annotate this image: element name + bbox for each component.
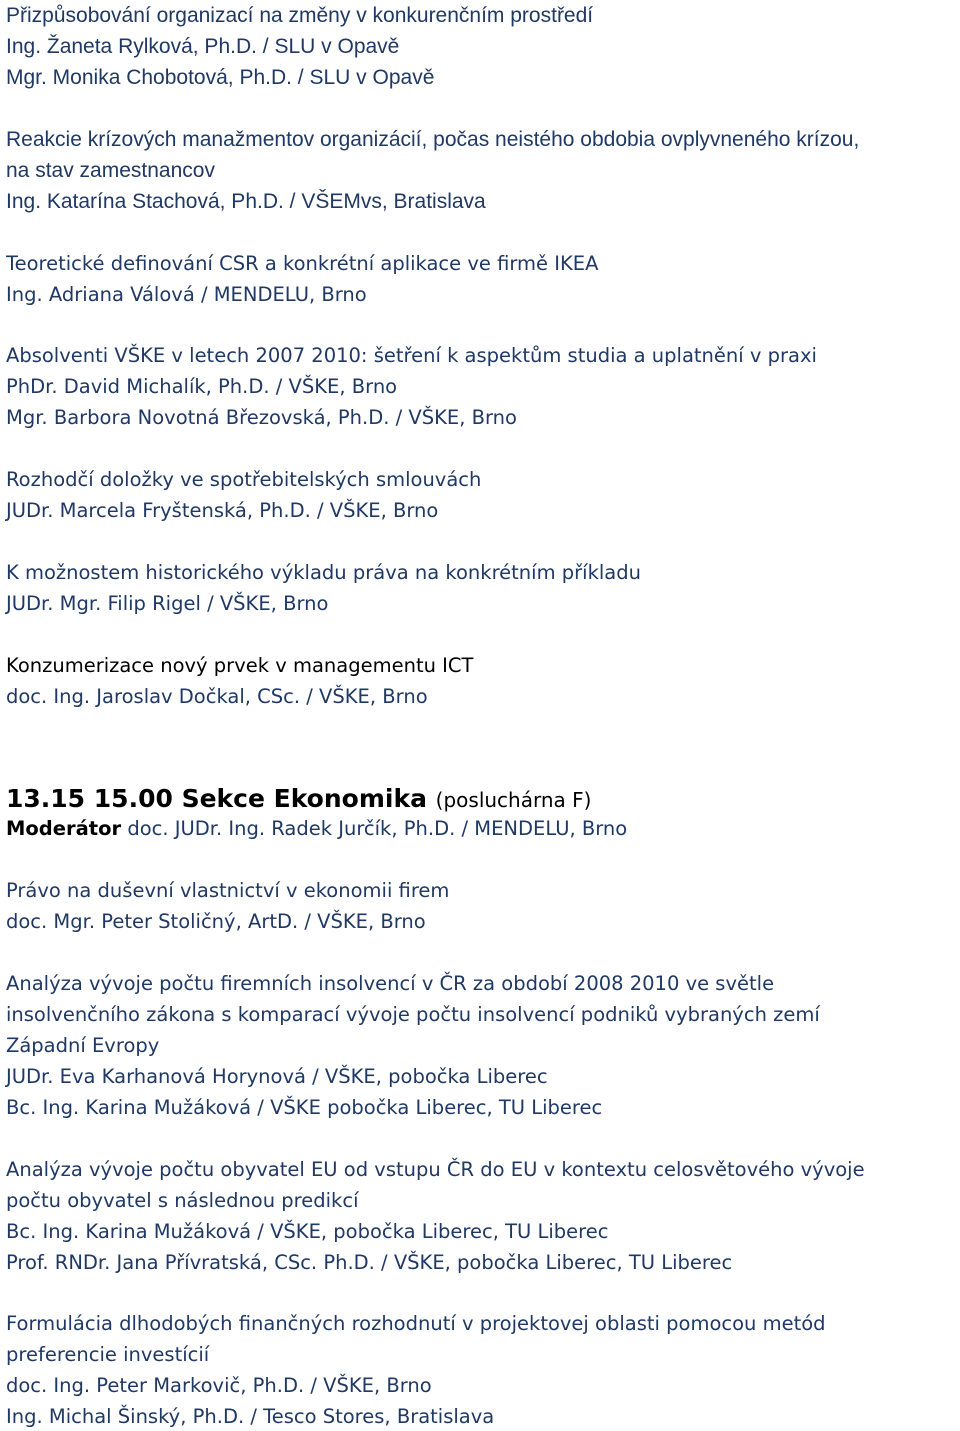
paper-title: Analýza vývoje počtu firemních insolvencí v ČR za období 2008 2010 ve světle — [6, 972, 775, 995]
session-room: (posluchárna F) — [435, 788, 592, 812]
paper-author: doc. Mgr. Peter Stoličný, ArtD. / VŠKE, Brno — [6, 910, 426, 933]
paper-title: Teoretické definování CSR a konkrétní aplikace ve firmě IKEA — [6, 252, 599, 275]
moderator-name: doc. JUDr. Ing. Radek Jurčík, Ph.D. / MENDELU, Brno — [127, 817, 628, 840]
paper-author: Prof. RNDr. Jana Přívratská, CSc. Ph.D. / VŠKE, pobočka Liberec, TU Liberec — [6, 1251, 733, 1274]
session-moderator — [6, 815, 627, 843]
paper-title: Právo na duševní vlastnictví v ekonomii firem — [6, 879, 450, 902]
session-name: Sekce Ekonomika — [181, 784, 427, 813]
moderator-label: Moderátor — [6, 817, 122, 840]
paper-author: doc. Ing. Jaroslav Dočkal, CSc. / VŠKE, Brno — [6, 685, 428, 708]
paper-title: Rozhodčí doložky ve spotřebitelských smlouvách — [6, 468, 482, 491]
paper-author: doc. Ing. Peter Markovič, Ph.D. / VŠKE, Brno — [6, 1374, 432, 1397]
paper-author: Bc. Ing. Karina Mužáková / VŠKE pobočka Liberec, TU Liberec — [6, 1096, 603, 1119]
paper-title: Konzumerizace nový prvek v managementu ICT — [6, 654, 474, 677]
paper-title: Přizpůsobování organizací na změny v konkurenčním prostředí — [6, 4, 594, 27]
paper-title: Absolventi VŠKE v letech 2007 2010: šetření k aspektům studia a uplatnění v praxi — [6, 344, 817, 367]
paper-title: Reakcie krízových manažmentov organizácií, počas neistého obdobia ovplyvneného krízou, — [6, 128, 860, 151]
paper-title: K možnostem historického výkladu práva na konkrétním příkladu — [6, 561, 641, 584]
paper-author: JUDr. Eva Karhanová Horynová / VŠKE, pobočka Liberec — [6, 1065, 548, 1088]
paper-author: Bc. Ing. Karina Mužáková / VŠKE, pobočka Liberec, TU Liberec — [6, 1220, 609, 1243]
paper-author: Ing. Žaneta Rylková, Ph.D. / SLU v Opavě — [6, 35, 400, 58]
paper-author: JUDr. Mgr. Filip Rigel / VŠKE, Brno — [6, 592, 329, 615]
paper-author: Ing. Michal Šinský, Ph.D. / Tesco Stores, Bratislava — [6, 1405, 495, 1428]
paper-author: Mgr. Monika Chobotová, Ph.D. / SLU v Opavě — [6, 66, 435, 89]
paper-title: insolvenčního zákona s komparací vývoje počtu insolvencí podniků vybraných zemí — [6, 1003, 820, 1026]
session-time: 13.15 15.00 — [6, 784, 173, 813]
paper-title: Západní Evropy — [6, 1034, 160, 1057]
paper-title-continued: počtu obyvatel s následnou predikcí — [6, 1189, 359, 1212]
paper-author: JUDr. Marcela Fryštenská, Ph.D. / VŠKE, Brno — [6, 499, 439, 522]
paper-title: Analýza vývoje počtu obyvatel EU od vstupu ČR do EU v kontextu celosvětového vývoje — [6, 1158, 865, 1181]
paper-author: PhDr. David Michalík, Ph.D. / VŠKE, Brno — [6, 375, 398, 398]
paper-author: Mgr. Barbora Novotná Březovská, Ph.D. / VŠKE, Brno — [6, 406, 517, 429]
paper-title: preferencie investícií — [6, 1343, 210, 1366]
paper-author: Ing. Katarína Stachová, Ph.D. / VŠEMvs, Bratislava — [6, 190, 486, 213]
paper-title: na stav zamestnancov — [6, 159, 215, 182]
paper-title: Formulácia dlhodobých finančných rozhodnutí v projektovej oblasti pomocou metód — [6, 1312, 826, 1335]
paper-author: Ing. Adriana Válová / MENDELU, Brno — [6, 283, 367, 306]
session-header — [6, 782, 591, 816]
